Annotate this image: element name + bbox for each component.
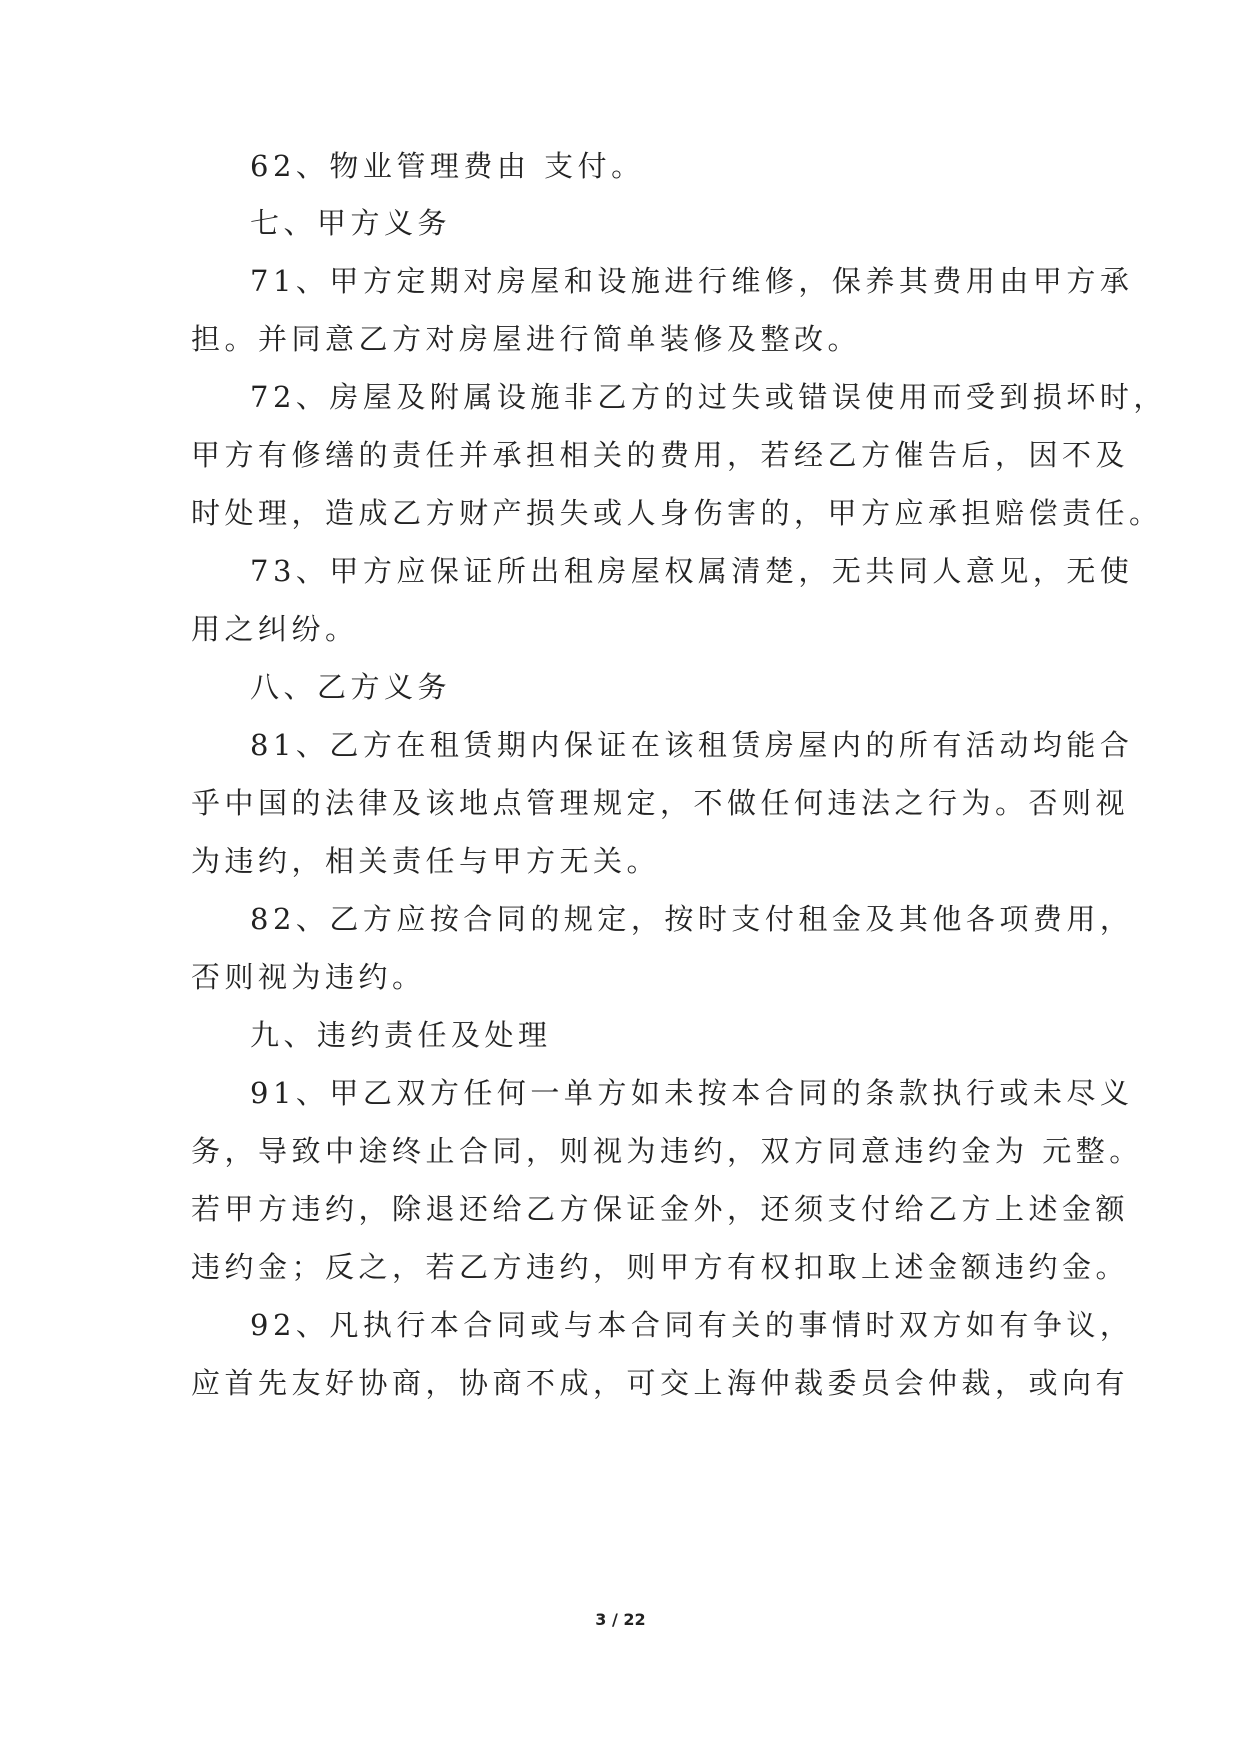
clause-71-line-1: 71、甲方定期对房屋和设施进行维修，保养其费用由甲方承 (250, 264, 1134, 298)
clause-91-line-4: 违约金；反之，若乙方违约，则甲方有权扣取上述金额违约金。 (191, 1250, 1130, 1284)
section-7-heading: 七、甲方义务 (250, 206, 452, 240)
clause-81-line-1: 81、乙方在租赁期内保证在该租赁房屋内的所有活动均能合 (250, 728, 1134, 762)
clause-82-line-2: 否则视为违约。 (191, 960, 426, 994)
section-9-heading: 九、违约责任及处理 (250, 1018, 552, 1052)
clause-72-line-3: 时处理，造成乙方财产损失或人身伤害的，甲方应承担赔偿责任。 (191, 496, 1163, 530)
clause-72-line-2: 甲方有修缮的责任并承担相关的费用，若经乙方催告后，因不及 (191, 438, 1130, 472)
clause-91-line-3: 若甲方违约，除退还给乙方保证金外，还须支付给乙方上述金额 (191, 1192, 1130, 1226)
clause-92-line-2: 应首先友好协商，协商不成，可交上海仲裁委员会仲裁，或向有 (191, 1366, 1130, 1400)
clause-72-line-1: 72、房屋及附属设施非乙方的过失或错误使用而受到损坏时， (250, 380, 1167, 414)
clause-82-line-1: 82、乙方应按合同的规定，按时支付租金及其他各项费用， (250, 902, 1134, 936)
clause-73-line-1: 73、甲方应保证所出租房屋权属清楚，无共同人意见，无使 (250, 554, 1134, 588)
clause-91-line-1: 91、甲乙双方任何一单方如未按本合同的条款执行或未尽义 (250, 1076, 1134, 1110)
clause-81-line-3: 为违约，相关责任与甲方无关。 (191, 844, 661, 878)
clause-91-line-2: 务，导致中途终止合同，则视为违约，双方同意违约金为 元整。 (191, 1134, 1143, 1168)
clause-92-line-1: 92、凡执行本合同或与本合同有关的事情时双方如有争议， (250, 1308, 1134, 1342)
clause-71-line-2: 担。并同意乙方对房屋进行简单装修及整改。 (191, 322, 862, 356)
section-8-heading: 八、乙方义务 (250, 670, 452, 704)
clause-62: 62、物业管理费由 支付。 (250, 149, 645, 183)
clause-73-line-2: 用之纠纷。 (191, 612, 359, 646)
clause-81-line-2: 乎中国的法律及该地点管理规定，不做任何违法之行为。否则视 (191, 786, 1130, 820)
page-number: 3 / 22 (595, 1610, 646, 1629)
